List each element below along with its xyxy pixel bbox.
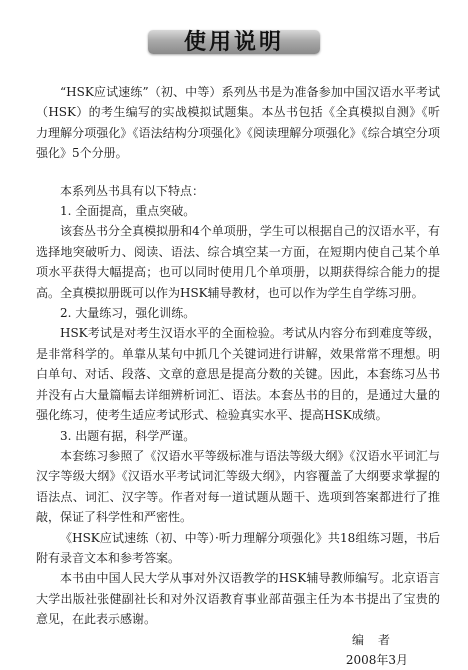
- feature-1-heading: 1. 全面提高，重点突破。: [60, 204, 196, 219]
- book-contents-paragraph: 《HSK应试速练（初、中等）·听力理解分项强化》共18组练习题，书后附有录音文本和参考答案。: [36, 530, 440, 565]
- feature-2-text: HSK考试是对考生汉语水平的全面检验。考试从内容分布到难度等级，是非常科学的。单靠从某句中抓几个关键词进行讲解，效果常常不理想。明白单句、对话、段落、文章的意思是提高分数的关键。因此，本套练习丛书并没有占大量篇幅去详细辨析词汇、语法。本套丛书的目的，是通过大量的强化练习，使考生适应考试形式、检验真实水平、提高HSK成绩。: [36, 326, 440, 423]
- author-text: 编者: [351, 632, 404, 647]
- feature-2-heading: 2. 大量练习，强化训练。: [60, 306, 196, 321]
- date-text: 2008年3月: [345, 652, 408, 667]
- features-intro: 本系列丛书具有以下特点：: [60, 183, 205, 198]
- page-title: 使用说明: [183, 30, 284, 55]
- intro-paragraph: “HSK应试速练”（初、中等）系列丛书是为准备参加中国汉语水平考试（HSK）的考生编写的实战模拟试题集。本丛书包括《全真模拟自测》《听力理解分项强化》《语法结构分项强化》《阅读理解分项强化》《综合填空分项强化》5个分册。: [36, 85, 440, 161]
- acknowledgement-paragraph: 本书由中国人民大学从事对外汉语教学的HSK辅导教师编写。北京语言大学出版社张健副社长和对外汉语教育事业部苗强主任为本书提出了宝贵的意见，在此表示感谢。: [36, 571, 440, 627]
- page-header: [0, 22, 468, 62]
- feature-3-heading: 3. 出题有据，科学严谨。: [60, 428, 196, 443]
- feature-3-text: 本套练习参照了《汉语水平等级标准与语法等级大纲》《汉语水平词汇与汉字等级大纲》《汉语水平考试词汇等级大纲》，内容覆盖了大纲要求掌握的语法点、词汇、汉字等。作者对每一道试题从题干、选项到答案都进行了推敲，保证了科学性和严密性。: [36, 448, 440, 525]
- signature-author: [36, 630, 440, 650]
- feature-1-text: 该套丛书分全真模拟册和4个单项册，学生可以根据自己的汉语水平，有选择地突破听力、阅读、语法、综合填空某一方面，在短期内使自己某个单项水平获得大幅提高；也可以同时使用几个单项册，以期获得综合能力的提高。全真模拟册既可以作为HSK辅导教材，也可以作为学生自学练习册。: [36, 224, 440, 300]
- signature-date: [36, 650, 440, 670]
- body-text: [36, 82, 440, 670]
